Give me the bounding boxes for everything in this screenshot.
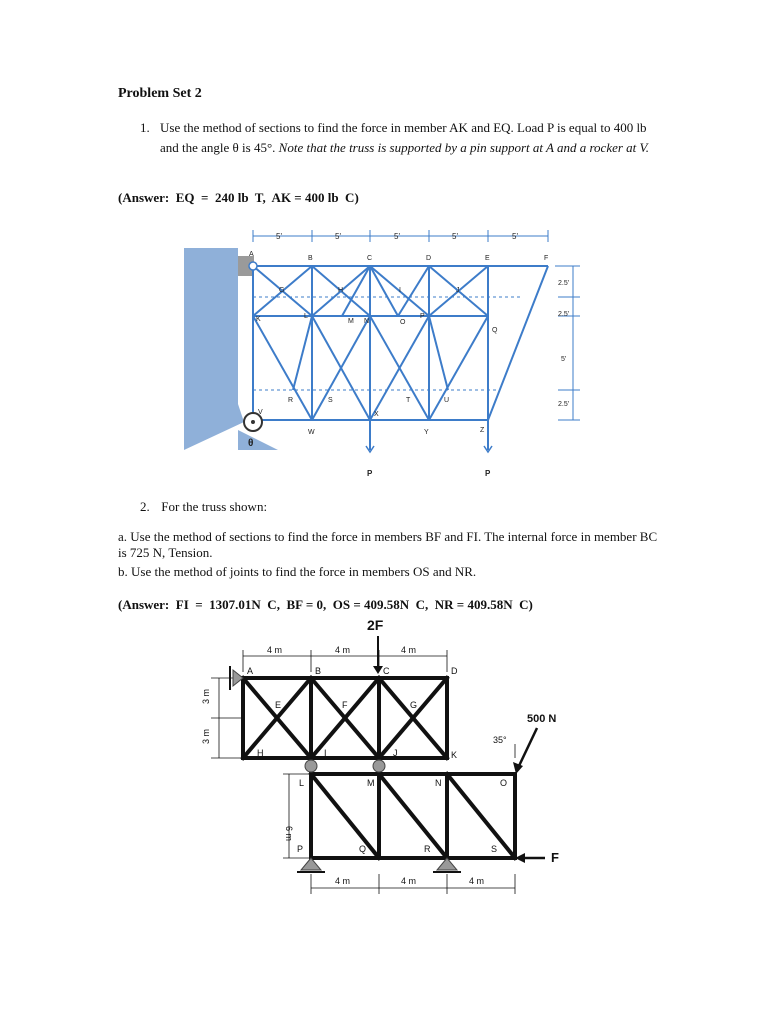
svg-text:B: B (315, 666, 322, 676)
problem-1-number: 1. (140, 120, 150, 135)
svg-text:M: M (348, 318, 354, 325)
svg-text:X: X (374, 411, 379, 418)
load-2f: 2F (367, 617, 384, 633)
problem-1-text (160, 118, 660, 158)
hinge-right (373, 760, 385, 772)
dim2-left-2: 3 m (201, 728, 211, 744)
svg-text:D: D (451, 666, 458, 676)
pin-support-p (297, 858, 325, 872)
theta-label: θ (248, 438, 254, 449)
dim-top-1: 5' (276, 232, 282, 241)
svg-text:R: R (424, 844, 431, 854)
hinge-left (305, 760, 317, 772)
svg-text:Y: Y (424, 429, 429, 436)
node-labels (249, 251, 548, 436)
svg-text:W: W (308, 429, 315, 436)
problem-2-heading (140, 499, 267, 515)
svg-text:P: P (297, 844, 304, 854)
svg-text:E: E (485, 255, 490, 262)
dim-right-4: 2.5' (558, 401, 570, 408)
angle-35: 35° (493, 735, 507, 745)
svg-text:J: J (456, 287, 460, 294)
svg-text:H: H (338, 287, 344, 294)
svg-text:Q: Q (492, 327, 498, 334)
dim2-top-2: 4 m (335, 645, 351, 655)
svg-text:K: K (451, 750, 458, 760)
svg-text:B: B (308, 255, 313, 262)
dimension-top (253, 230, 548, 242)
svg-text:P: P (420, 313, 425, 320)
svg-text:Q: Q (359, 844, 367, 854)
dim-right-3: 5' (561, 356, 567, 363)
problem-2-text: For the truss shown: (161, 499, 268, 514)
svg-text:A: A (247, 666, 254, 676)
problem-2-number: 2. (140, 499, 150, 514)
svg-text:C: C (383, 666, 390, 676)
problem-1-answer: (Answer: EQ = 240 lb T, AK = 400 lb C) (118, 190, 359, 205)
dim2-bottom-1: 4 m (335, 876, 351, 886)
svg-text:K: K (256, 316, 261, 323)
dim-right-1: 2.5' (558, 280, 570, 287)
problem-1-statement: Use the method of sections to find the force in member AK and EQ. Load P is equal to 400 lb and the angle θ is 45°. (160, 120, 647, 155)
pin-a (249, 262, 257, 270)
svg-text:I: I (399, 287, 401, 294)
svg-text:D: D (426, 255, 432, 262)
svg-text:H: H (257, 748, 264, 758)
svg-text:N: N (364, 318, 370, 325)
dim-right-2: 2.5' (558, 311, 570, 318)
svg-text:Z: Z (480, 427, 485, 434)
dim2-bottom-3: 4 m (469, 876, 485, 886)
svg-text:L: L (304, 313, 308, 320)
dimension-right (555, 266, 580, 420)
svg-text:S: S (491, 844, 498, 854)
dim2-left-1: 3 m (201, 688, 211, 704)
dim2-lower: 6 m (284, 826, 294, 842)
svg-text:E: E (275, 700, 282, 710)
svg-text:F: F (544, 255, 549, 262)
svg-text:G: G (279, 287, 285, 294)
load-p-1: P (367, 469, 373, 478)
svg-text:N: N (435, 778, 442, 788)
svg-text:V: V (258, 409, 263, 416)
svg-text:A: A (249, 251, 254, 258)
rocker-ground (238, 430, 278, 450)
pin-support-r (433, 858, 461, 872)
truss-figure-2 (195, 612, 585, 902)
problem-2-answer: (Answer: FI = 1307.01N C, BF = 0, OS = 409.58N C, NR = 409.58N C) (118, 597, 533, 612)
svg-text:I: I (324, 748, 327, 758)
problem-2-part-b: b. Use the method of joints to find the force in members OS and NR. (118, 564, 477, 579)
svg-text:O: O (400, 319, 406, 326)
problem-2-part-a: a. Use the method of sections to find the force in members BF and FI. The internal force in member BC is 725 N, Tension. (118, 529, 658, 560)
dim-top-2: 5' (335, 232, 341, 241)
svg-text:M: M (367, 778, 375, 788)
load-500n: 500 N (527, 713, 557, 725)
svg-text:R: R (288, 397, 294, 404)
svg-text:F: F (342, 700, 348, 710)
svg-text:G: G (410, 700, 418, 710)
load-f: F (551, 850, 559, 865)
problem-1 (140, 118, 660, 158)
svg-text:S: S (328, 397, 333, 404)
dim-top-5: 5' (512, 232, 518, 241)
svg-text:T: T (406, 397, 411, 404)
dim-top-3: 5' (394, 232, 400, 241)
svg-text:U: U (444, 397, 450, 404)
wall (184, 248, 244, 450)
dim-top-4: 5' (452, 232, 458, 241)
svg-text:L: L (299, 778, 305, 788)
problem-1-note: Note that the truss is supported by a pin support at A and a rocker at V. (278, 140, 650, 155)
truss-figure-1 (180, 218, 600, 480)
svg-text:C: C (367, 255, 373, 262)
load-p-2: P (485, 469, 491, 478)
dim2-top-1: 4 m (267, 645, 283, 655)
dim2-top-3: 4 m (401, 645, 417, 655)
dim2-bottom-2: 4 m (401, 876, 417, 886)
svg-text:J: J (393, 748, 398, 758)
page-title: Problem Set 2 (118, 86, 202, 101)
svg-text:O: O (500, 778, 508, 788)
